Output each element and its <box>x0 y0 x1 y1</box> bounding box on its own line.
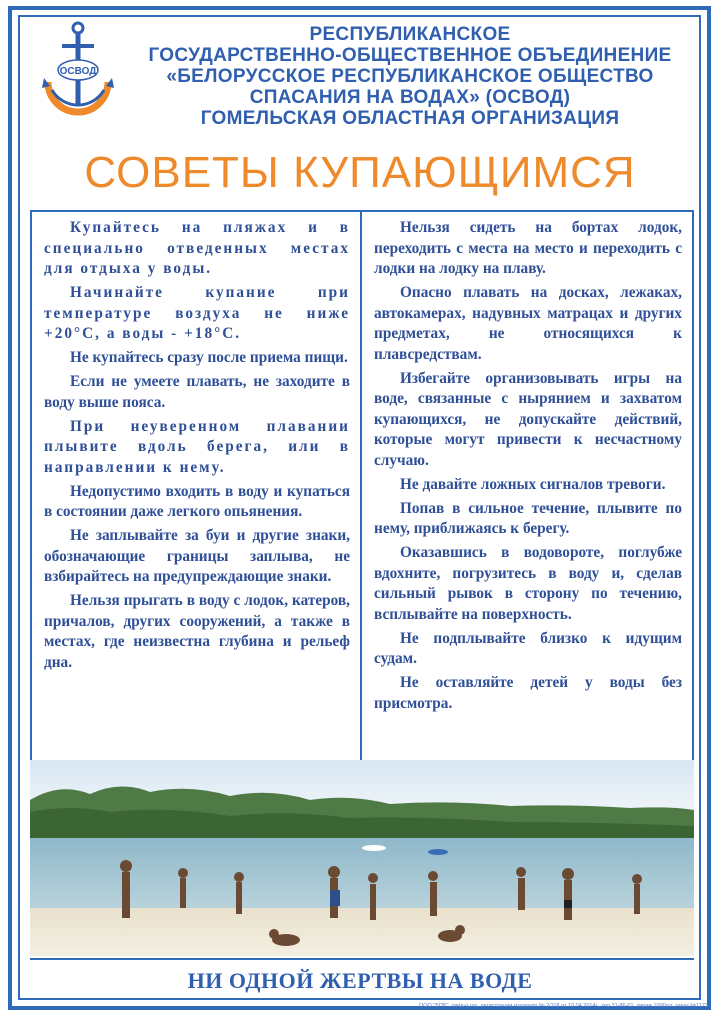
header-line: ГОМЕЛЬСКАЯ ОБЛАСТНАЯ ОРГАНИЗАЦИЯ <box>200 108 620 129</box>
advice-item: Избегайте организовывать игры на воде, связанные с нырянием и захватом купающихся, не допускайте действий, которые могут привести к несчастному случаю. <box>374 369 682 469</box>
advice-item: Недопустимо входить в воду и купаться в состоянии даже легкого опьянения. <box>44 482 350 520</box>
advice-item: Не заплывайте за буи и другие знаки, обозначающие границы заплыва, не взбирайтесь на предупреждающие знаки. <box>44 527 350 585</box>
advice-item: Попав в сильное течение, плывите по нему, приближаясь к берегу. <box>374 499 682 537</box>
advice-item: Не подплывайте близко к идущим судам. <box>374 629 682 667</box>
divider <box>30 958 694 960</box>
advice-item: Не оставляйте детей у воды без присмотра. <box>374 674 682 712</box>
beach-photo <box>30 760 694 956</box>
advice-item: Нельзя сидеть на бортах лодок, переходить с места на место и переходить с лодки на лодку на плаву. <box>374 219 682 277</box>
header-line: РЕСПУБЛИКАНСКОЕ <box>309 24 511 45</box>
advice-item: Начинайте купание при температуре воздуха не ниже +20°С, а воды - +18°С. <box>44 284 350 342</box>
advice-item: Оказавшись в водовороте, поглубже вдохните, погрузитесь в воду и, сделав сильный рывок в сторону по течению, всплывайте на поверхность. <box>374 544 682 623</box>
osvod-logo <box>38 20 118 116</box>
advice-item: Опасно плавать на досках, лежаках, автокамерах, надувных матрацах и других предметах, не относящихся к плавсредствам. <box>374 284 682 363</box>
right-advice-column <box>360 210 694 762</box>
page-title: СОВЕТЫ КУПАЮЩИМСЯ <box>84 148 636 197</box>
logo-text: ОСВОД <box>59 66 97 77</box>
header-line: СПАСАНИЯ НА ВОДАХ» (ОСВОД) <box>249 87 571 108</box>
advice-item: Купайтесь на пляжах и в специально отведенных местах для отдыха у воды. <box>44 219 350 277</box>
advice-item: При неуверенном плавании плывите вдоль берега, или в направлении к нему. <box>44 417 350 476</box>
organization-header <box>120 24 700 129</box>
header-line: ГОСУДАРСТВЕННО-ОБЩЕСТВЕННОЕ ОБЪЕДИНЕНИЕ <box>148 45 672 66</box>
header-line: «БЕЛОРУССКОЕ РЕСПУБЛИКАНСКОЕ ОБЩЕСТВО <box>166 66 654 87</box>
advice-item: Нельзя прыгать в воду с лодок, катеров, причалов, других сооружений, а также в местах, где неизвестна глубина и рельеф дна. <box>44 592 350 671</box>
slogan: НИ ОДНОЙ ЖЕРТВЫ НА ВОДЕ <box>187 968 533 993</box>
print-info: ООО "БПБ", свид-о гос. регистрации издателя № 2/118 от 10.04.2014г., тел 31-86-01, тираж 1000шт, заказ №1173 <box>419 1003 708 1009</box>
advice-item: Не давайте ложных сигналов тревоги. <box>400 475 666 493</box>
advice-item: Если не умеете плавать, не заходите в воду выше пояса. <box>44 373 350 411</box>
advice-item: Не купайтесь сразу после приема пищи. <box>70 349 348 366</box>
left-advice-column <box>30 210 362 762</box>
